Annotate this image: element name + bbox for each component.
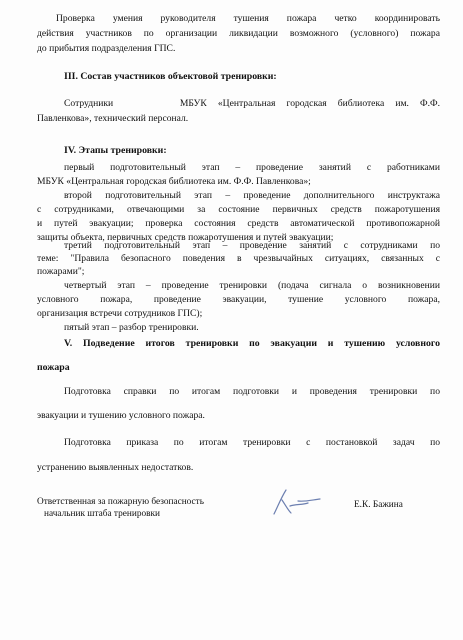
stage-line-5: и путей эвакуации; проверка состояния средств автоматической противопожарной [37, 218, 440, 229]
stage-line-3: второй подготовительный этап – проведение дополнительного инструктажа [64, 190, 440, 201]
section-4-title: IV. Этапы тренировки: [64, 145, 167, 156]
stage-line-7: третий подготовительный этап – проведение занятий с сотрудниками по [64, 240, 440, 251]
stage-line-4: с сотрудниками, отвечающими за состояние первичных средств пожаротушения [37, 204, 440, 215]
handwritten-signature [268, 484, 324, 520]
signatory-name: Е.К. Бажина [354, 500, 403, 510]
stage-line-11: условного пожара, проведение эвакуации, тушение условного пожара, [37, 294, 440, 305]
stage-line-2: МБУК «Центральная городская библиотека им. Ф.Ф. Павленкова»; [37, 176, 311, 187]
summary-p1-line-2: эвакуации и тушению условного пожара. [37, 410, 205, 421]
stage-line-8: теме: "Правила безопасного поведения в чрезвычайных ситуациях, связанных с [37, 253, 440, 264]
signatory-role-1: Ответственная за пожарную безопасность [37, 497, 204, 507]
section-3-title: III. Состав участников объектовой тренировки: [64, 71, 277, 82]
stage-line-13: пятый этап – разбор тренировки. [64, 322, 199, 333]
section-3-line-2: Павленкова», технический персонал. [37, 113, 189, 124]
intro-line-3: до прибытия подразделения ГПС. [37, 43, 176, 54]
intro-line-2: действия участников по организации ликвидации возможного (условного) пожара [37, 28, 440, 39]
stage-line-12: организация встречи сотрудников ГПС); [37, 308, 203, 319]
summary-p1-line-1: Подготовка справки по итогам подготовки и проведения тренировки по [64, 386, 440, 397]
stage-line-10: четвертый этап – проведение тренировки (подача сигнала о возникновении [64, 280, 440, 291]
signatory-role-2: начальник штаба тренировки [44, 509, 161, 519]
intro-line-1: Проверка умения руководителя тушения пожара четко координировать [56, 13, 440, 24]
summary-p2-line-1: Подготовка приказа по итогам тренировки с постановкой задач по [64, 437, 440, 448]
stage-line-6: защиты объекта, первичных средств пожаротушения и путей эвакуации; [37, 232, 334, 243]
stage-line-9: пожарами"; [37, 266, 85, 277]
section-5-title-2: пожара [37, 362, 70, 373]
section-3-line-1: Сотрудники МБУК «Центральная городская библиотека им. Ф.Ф. [64, 98, 440, 109]
section-5-title-1: V. Подведение итогов тренировки по эвакуации и тушению условного [64, 338, 440, 349]
stage-line-1: первый подготовительный этап – проведение занятий с работниками [64, 162, 440, 173]
summary-p2-line-2: устранению выявленных недостатков. [37, 462, 194, 473]
